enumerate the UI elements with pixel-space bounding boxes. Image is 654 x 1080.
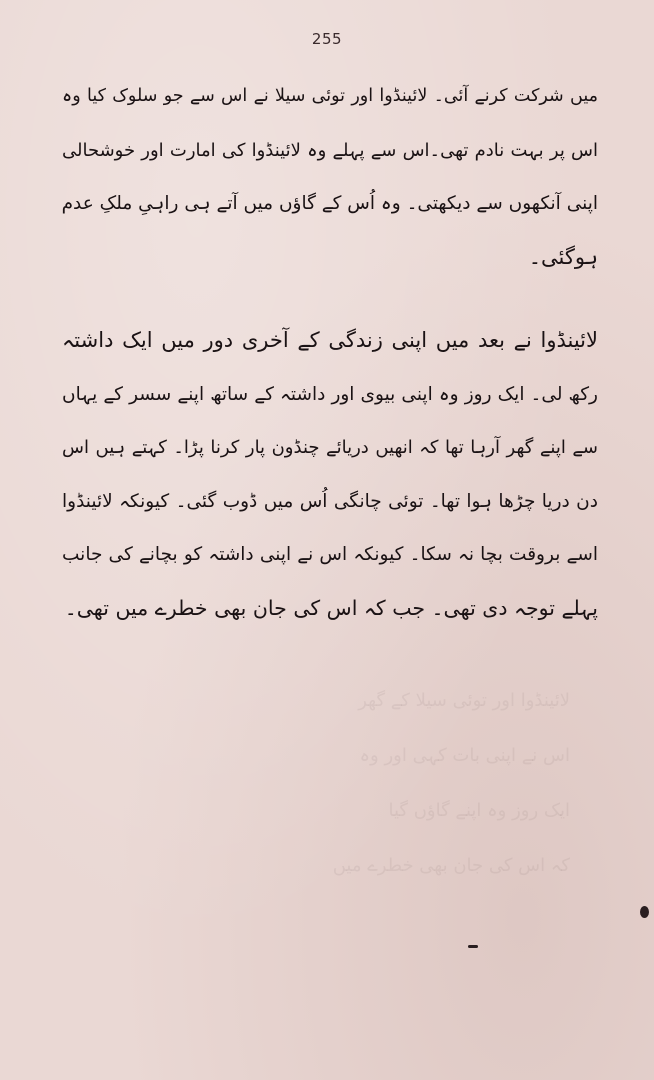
paragraph-1 xyxy=(62,70,598,284)
paragraph-gap xyxy=(62,284,598,314)
text-line: اس پر بہت نادم تھی۔اس سے پہلے وہ لائینڈوا کی امارت اور خوشحالی xyxy=(62,139,598,161)
text-line: پہلے توجہ دی تھی۔ جب کہ اس کی جان بھی خطرے میں تھی۔ xyxy=(64,595,598,620)
page-number: 255 xyxy=(311,30,343,48)
text-line: اپنی آنکھوں سے دیکھتی۔ وہ اُس کے گاؤں میں آتے ہی راہیِ ملکِ عدم xyxy=(61,193,598,214)
text-line: دن دریا چڑھا ہوا تھا۔ توئی چانگی اُس میں ڈوب گئی۔ کیونکہ لائینڈوا xyxy=(62,490,598,512)
paragraph-2 xyxy=(62,314,598,635)
text-line: رکھ لی۔ ایک روز وہ اپنی بیوی اور داشتہ کے ساتھ اپنے سسر کے یہاں xyxy=(62,383,598,405)
ink-speck xyxy=(640,906,649,918)
show-through-text: اس نے اپنی بات کہی اور وہ xyxy=(359,745,570,766)
ink-mark xyxy=(468,945,478,948)
body-text xyxy=(62,70,598,635)
show-through-text: ایک روز وہ اپنے گاؤں گیا xyxy=(388,800,570,821)
text-line: ہوگئی۔ xyxy=(528,244,598,269)
text-line: میں شرکت کرنے آئی۔ لائینڈوا اور توئی سیلا نے اس سے جو سلوک کیا وہ xyxy=(62,86,598,106)
text-line: اسے بروقت بچا نہ سکا۔ کیونکہ اس نے اپنی داشتہ کو بچانے کی جانب xyxy=(62,544,598,565)
text-line: سے اپنے گھر آرہا تھا کہ انھیں دریائے چنڈون پار کرنا پڑا۔ کہتے ہیں اس xyxy=(62,437,598,458)
show-through-text: لائینڈوا اور توئی سیلا کے گھر xyxy=(358,690,570,711)
show-through-text: کہ اس کی جان بھی خطرے میں xyxy=(332,855,570,876)
text-line: لائینڈوا نے بعد میں اپنی زندگی کے آخری دور میں ایک داشتہ xyxy=(62,328,598,352)
